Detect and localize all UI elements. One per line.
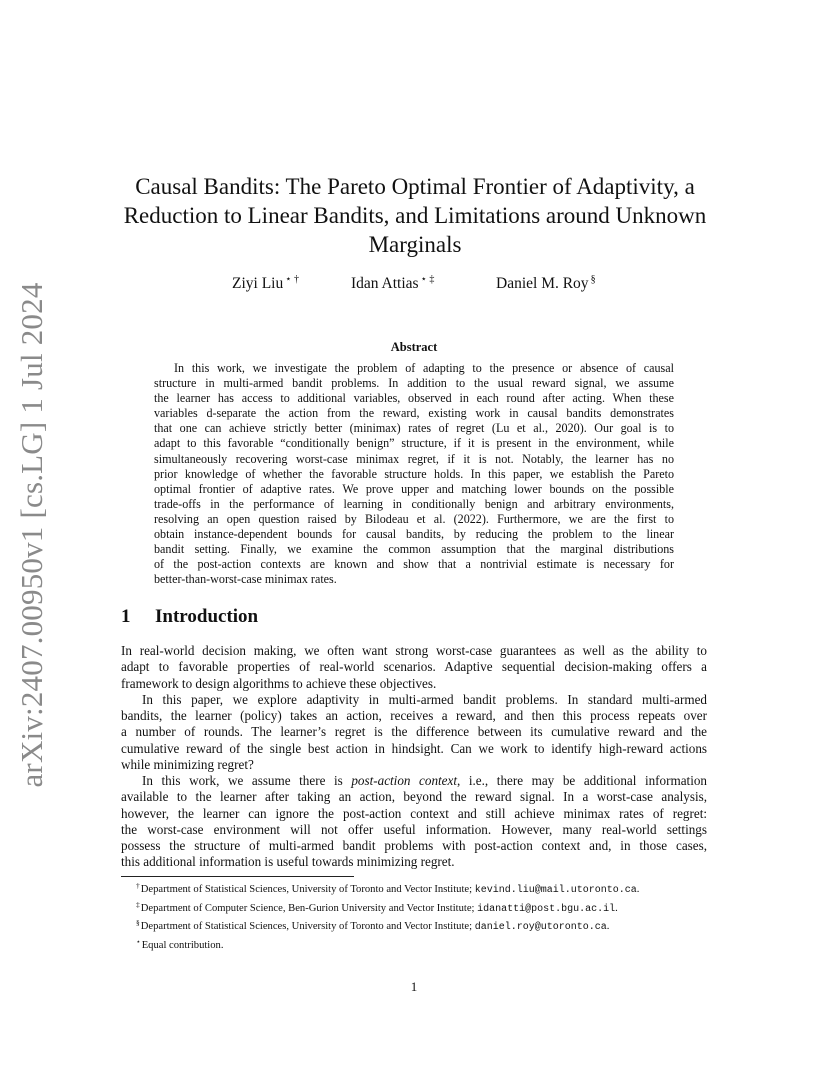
author-marks: ⋆ † (285, 274, 299, 285)
abstract-line: prior knowledge of whether the favorable structure holds. In this paper, we establish the Pareto (154, 466, 674, 481)
body-line: available to the learner after taking an action, beyond the reward signal. In a worst-case analysis, (121, 789, 707, 805)
arxiv-identifier-stamp (2, 282, 62, 788)
section-heading-introduction (121, 606, 258, 628)
body-line: a number of rounds. The learner’s regret is the difference between its cumulative reward and the (121, 724, 707, 740)
section-number: 1 (121, 606, 131, 627)
body-line: while minimizing regret? (121, 756, 254, 772)
footnote-text: Department of Statistical Sciences, University of Toronto and Vector Institute; (140, 921, 475, 933)
footnote-end: . (606, 921, 610, 933)
email-link[interactable]: daniel.roy@utoronto.ca (474, 922, 607, 934)
emphasized-term: post-action context (351, 773, 457, 788)
body-line: adapt to favorable properties of real-world scenarios. Adaptive sequential decision-making offers a (121, 659, 707, 675)
author-ziyi-liu (232, 274, 299, 293)
author-name: Daniel M. Roy (496, 275, 589, 292)
abstract-line: bandit setting. Finally, we examine the common assumption that the marginal distributions (154, 542, 674, 557)
footnote-mark: § (136, 918, 140, 928)
title-line: Marginals (368, 232, 462, 257)
footnote-mark: ‡ (136, 899, 140, 909)
body-line: possess the structure of multi-armed bandit problems with post-action context and, in those cases, (121, 838, 707, 853)
abstract-line: adapt to this favorable “conditionally benign” structure, if it is present in the environment, while (154, 436, 674, 451)
abstract-line: structure in multi-armed bandit problems. In addition to the usual reward signal, we assume (154, 376, 674, 391)
author-daniel-roy (496, 274, 596, 293)
arxiv-identifier-text: arXiv:2407.00950v1 [cs.LG] 1 Jul 2024 (14, 282, 49, 788)
page-number: 1 (410, 979, 418, 994)
footnote-affiliation-attias (136, 898, 639, 917)
body-line: the worst-case environment will not offer useful information. However, many real-world settings (121, 821, 707, 837)
title-line: Causal Bandits: The Pareto Optimal Frontier of Adaptivity, a (135, 174, 695, 199)
footnote-affiliation-roy (136, 916, 639, 935)
author-marks: § (590, 274, 596, 285)
abstract-line: resolving an open question raised by Bilodeau et al. (2022). Furthermore, we are the first to (154, 511, 674, 526)
footnote-text: Equal contribution. (141, 940, 224, 952)
footnote-text: Department of Computer Science, Ben-Gurion University and Vector Institute; (140, 902, 478, 914)
body-line: cumulative reward of the single best action in hindsight. Can we work to identify high-reward actions (121, 740, 707, 756)
body-line (121, 773, 707, 789)
body-line: In this paper, we explore adaptivity in multi-armed bandit problems. In standard multi-armed (142, 691, 707, 707)
body-line: this additional information is useful towards minimizing regret. (121, 854, 455, 870)
footnote-end: . (636, 884, 640, 895)
abstract-line: trade-offs in the performance of learning in conditionally benign and arbitrary environments, (154, 496, 674, 511)
body-line: however, the learner can ignore the post-action context and still achieve minimax rates of regret: (121, 805, 707, 821)
abstract-line: the learner has access to additional variables, observed in each round after acting. When these (154, 391, 674, 406)
footnotes (136, 879, 639, 953)
footnote-end: . (615, 902, 618, 914)
footnote-text: Department of Statistical Sciences, University of Toronto and Vector Institute; (140, 884, 475, 895)
author-marks: ⋆ ‡ (420, 274, 435, 285)
abstract-line: of the post-action contexts are known and show that a nontrivial estimate is necessary for (154, 557, 674, 572)
introduction-body (121, 643, 707, 871)
body-text: , i.e., there may be additional information (457, 773, 707, 788)
footnote-affiliation-liu (136, 879, 639, 898)
abstract-line: better-than-worst-case minimax rates. (154, 572, 337, 587)
paper-title (100, 172, 730, 259)
email-link[interactable]: kevind.liu@mail.utoronto.ca (474, 885, 637, 896)
body-line: bandits, the learner (policy) takes an action, receives a reward, and then this process repeats over (121, 708, 707, 723)
abstract-body (154, 361, 674, 587)
abstract-line: variables d-separate the action from the reward, existing work in causal bandits demonstrates (154, 406, 674, 421)
section-title: Introduction (155, 606, 259, 627)
author-name: Ziyi Liu (232, 275, 284, 292)
body-text: In this work, we assume there is (142, 773, 352, 788)
abstract-line: that one can achieve strictly better (minimax) rates of regret (Lu et al., 2020). Our goal is to (154, 421, 674, 436)
abstract-heading: Abstract (390, 340, 438, 354)
footnote-equal-contribution (136, 935, 639, 953)
body-line: framework to design algorithms to achieve these objectives. (121, 675, 437, 691)
abstract-line: obtain instance-dependent bounds for causal bandits, by reducing the problem to the linear (154, 527, 674, 542)
body-line: In real-world decision making, we often want strong worst-case guarantees as well as the ability to (121, 643, 707, 658)
abstract-line: simultaneously recovering worst-case minimax regret, if it is not. Notably, the learner has no (154, 451, 674, 466)
author-name: Idan Attias (351, 275, 419, 292)
abstract-line: optimal frontier of adaptive rates. We prove upper and matching lower bounds on the possible (154, 481, 674, 496)
footnote-mark: ⋆ (136, 937, 141, 947)
footnote-mark: † (136, 881, 140, 890)
author-idan-attias (351, 274, 434, 293)
email-link[interactable]: idanatti@post.bgu.ac.il (477, 903, 616, 915)
footnote-rule (121, 876, 354, 877)
abstract-line: In this work, we investigate the problem of adapting to the presence or absence of causal (174, 361, 674, 375)
author-list (0, 274, 828, 296)
title-line: Reduction to Linear Bandits, and Limitations around Unknown (123, 203, 707, 228)
